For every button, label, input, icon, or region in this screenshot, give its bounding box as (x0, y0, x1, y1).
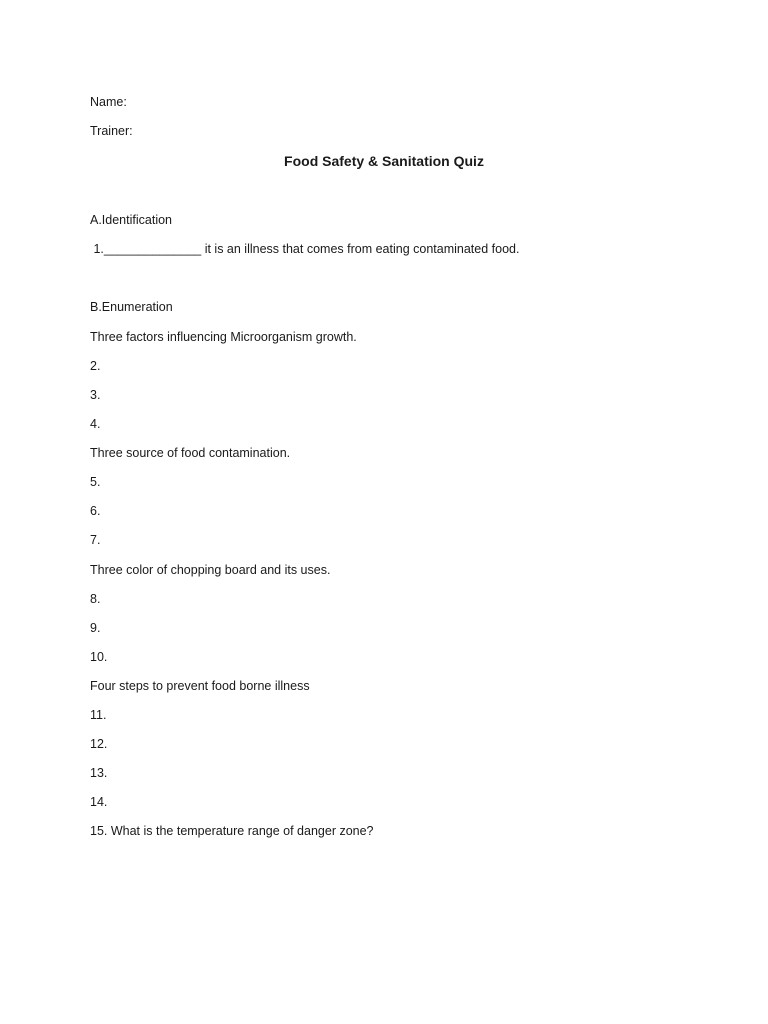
answer-line-9: 9. (90, 621, 101, 635)
group3-prompt: Three color of chopping board and its uses. (90, 563, 331, 577)
trainer-label: Trainer: (90, 124, 133, 138)
name-label: Name: (90, 95, 127, 109)
answer-line-7: 7. (90, 533, 101, 547)
answer-line-3: 3. (90, 388, 101, 402)
document-title: Food Safety & Sanitation Quiz (284, 153, 484, 169)
question-15: 15. What is the temperature range of danger zone? (90, 824, 374, 838)
group4-prompt: Four steps to prevent food borne illness (90, 679, 310, 693)
answer-line-8: 8. (90, 592, 101, 606)
answer-line-2: 2. (90, 359, 101, 373)
answer-line-12: 12. (90, 737, 108, 751)
answer-line-5: 5. (90, 475, 101, 489)
answer-line-14: 14. (90, 795, 108, 809)
answer-line-6: 6. (90, 504, 101, 518)
answer-line-11: 11. (90, 708, 107, 722)
question-1: 1.______________ it is an illness that comes from eating contaminated food. (90, 242, 520, 256)
answer-line-10: 10. (90, 650, 108, 664)
group1-prompt: Three factors influencing Microorganism growth. (90, 330, 357, 344)
section-b-heading: B.Enumeration (90, 300, 173, 314)
group2-prompt: Three source of food contamination. (90, 446, 291, 460)
answer-line-4: 4. (90, 417, 101, 431)
answer-line-13: 13. (90, 766, 108, 780)
section-a-heading: A.Identification (90, 213, 172, 227)
